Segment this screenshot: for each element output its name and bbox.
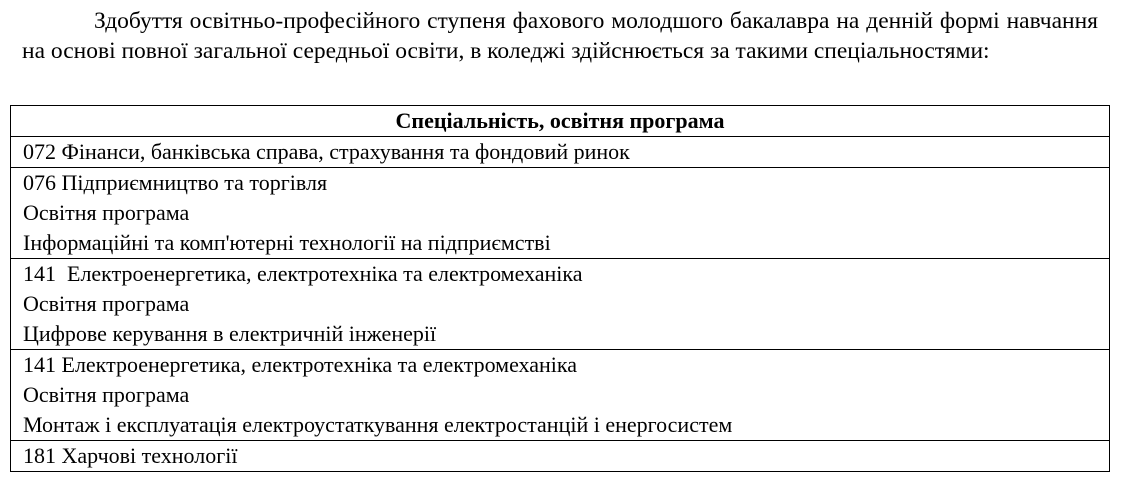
specialty-code-name: 141 Електроенергетика, електротехніка та електромеханіка — [23, 261, 583, 286]
table-row — [11, 168, 1110, 259]
program-label: Освітня програма — [23, 291, 190, 316]
specialty-code-name: 141 Електроенергетика, електротехніка та електромеханіка — [23, 352, 578, 377]
program-label: Освітня програма — [23, 382, 190, 407]
table-cell-specialty — [11, 137, 1110, 168]
table-header-row — [11, 106, 1110, 137]
specialties-table — [10, 105, 1110, 472]
table-row — [11, 441, 1110, 472]
table-cell-specialty — [11, 259, 1110, 350]
specialty-code-name: 181 Харчові технології — [23, 443, 238, 468]
table-row — [11, 259, 1110, 350]
table-header-cell: Спеціальність, освітня програма — [11, 106, 1110, 137]
program-name: Інформаційні та комп'ютерні технології на підприємстві — [23, 230, 551, 255]
specialty-code-name: 072 Фінанси, банківська справа, страхування та фондовий ринок — [23, 139, 630, 164]
table-row — [11, 350, 1110, 441]
intro-paragraph: Здобуття освітньо-професійного ступеня фахового молодшого бакалавра на денній формі навчання на основі повної загальної середньої освіти, в коледжі здійснюється за такими спеціальностями: — [22, 8, 1098, 64]
program-name: Монтаж і експлуатація електроустаткування електростанцій і енергосистем — [23, 412, 733, 437]
specialty-code-name: 076 Підприємництво та торгівля — [23, 170, 328, 195]
table-cell-specialty — [11, 350, 1110, 441]
table-cell-specialty — [11, 168, 1110, 259]
program-name: Цифрове керування в електричній інженерії — [23, 321, 437, 346]
table-row — [11, 137, 1110, 168]
table-cell-specialty — [11, 441, 1110, 472]
program-label: Освітня програма — [23, 200, 190, 225]
